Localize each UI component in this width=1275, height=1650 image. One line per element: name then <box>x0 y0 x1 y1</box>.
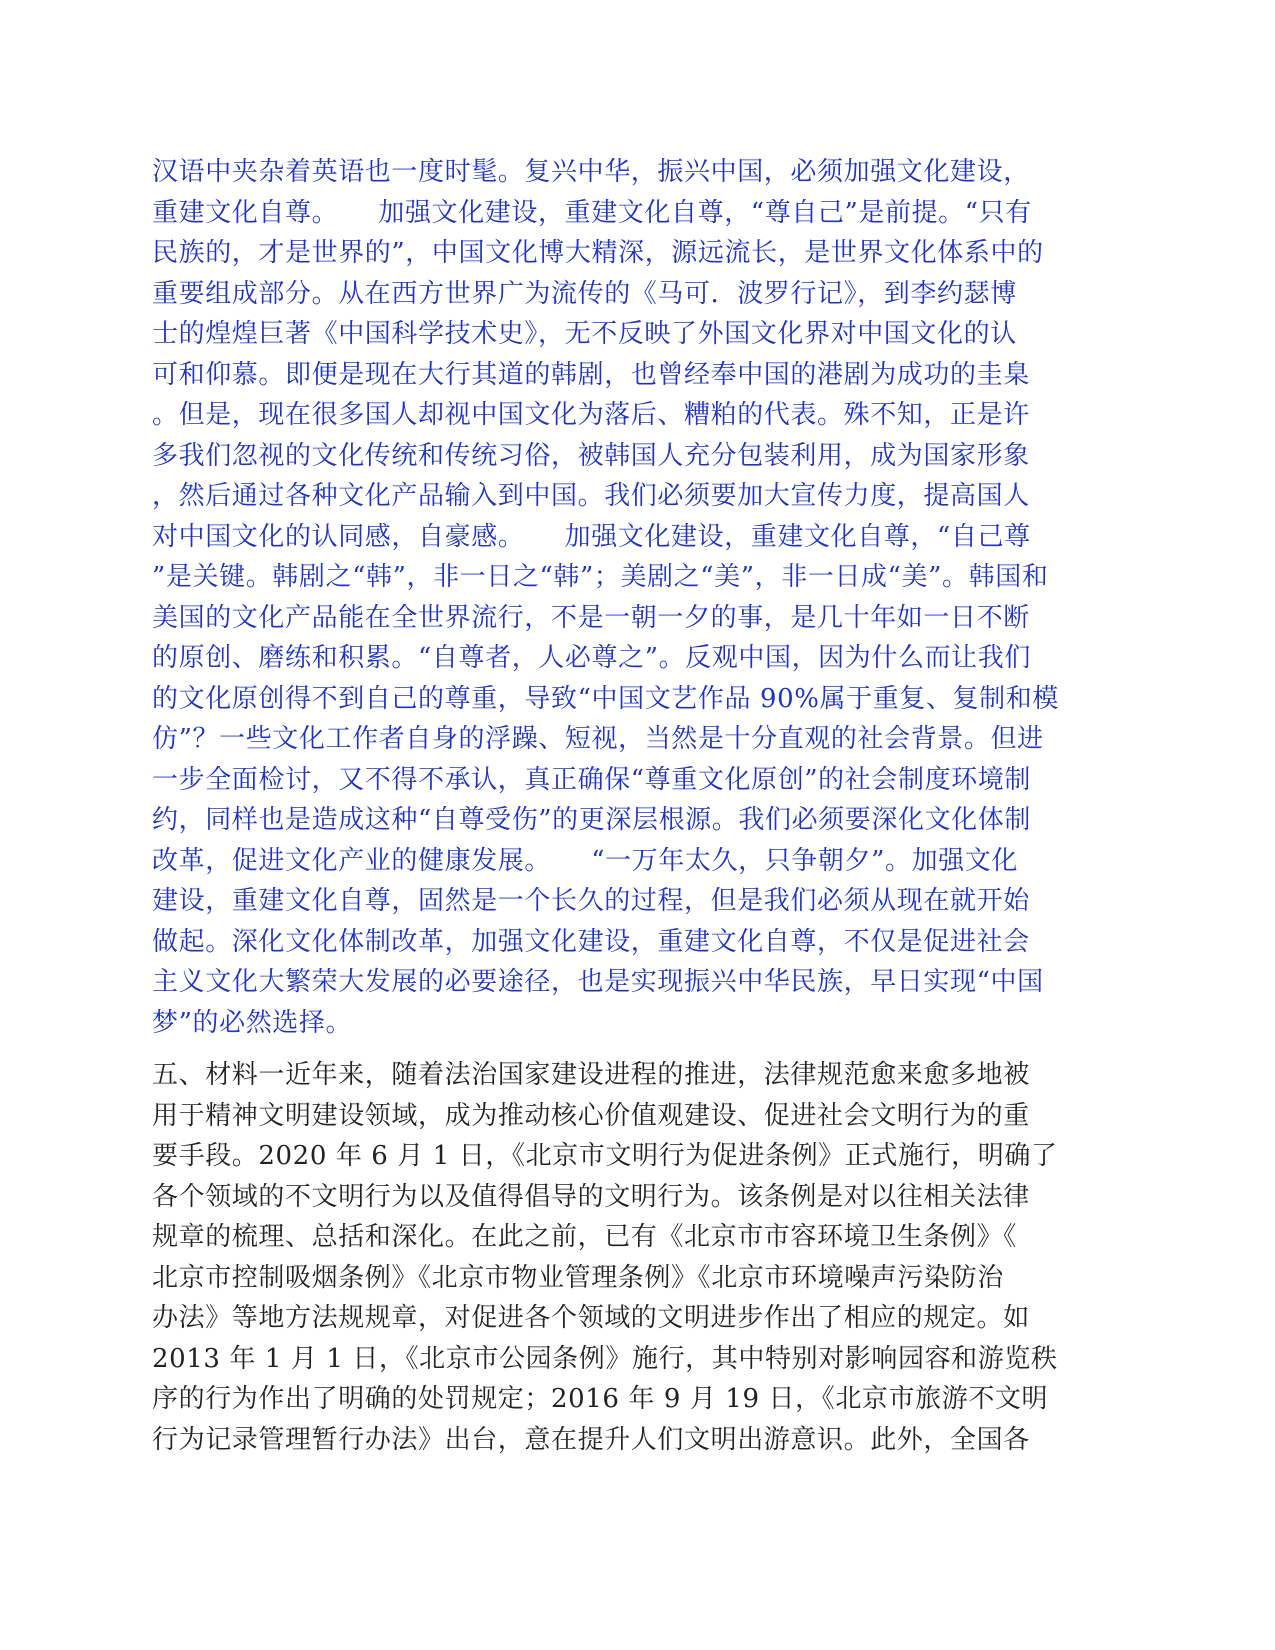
answer-text-line: 做起。深化文化体制改革，加强文化建设，重建文化自尊，不仅是促进社会 <box>152 926 1030 957</box>
answer-text-line: 的文化原创得不到自己的尊重，导致“中国文艺作品 90%属于重复、复制和模 <box>152 683 1059 714</box>
question-five-paragraph <box>152 1055 1132 1460</box>
answer-text-line: 仿”？一些文化工作者自身的浮躁、短视，当然是十分直观的社会背景。但进 <box>152 724 1044 754</box>
answer-text-line: 的原创、磨练和积累。“自尊者，人必尊之”。反观中国，因为什么而让我们 <box>152 643 1031 673</box>
answer-text-line: 改革，促进文化产业的健康发展。 “一万年太久，只争朝夕”。加强文化 <box>152 845 1018 876</box>
answer-text-line: 重要组成部分。从在西方世界广为流传的《马可．波罗行记》，到李约瑟博 <box>152 278 1017 309</box>
question-text-line: 用于精神文明建设领域，成为推动核心价值观建设、促进社会文明行为的重 <box>152 1100 1030 1131</box>
answer-text-line: 梦”的必然选择。 <box>152 1007 353 1038</box>
question-text-line: 行为记录管理暂行办法》出台，意在提升人们文明出游意识。此外，全国各 <box>152 1424 1030 1455</box>
answer-text-line: ，然后通过各种文化产品输入到中国。我们必须要加大宣传力度，提高国人 <box>152 481 1030 511</box>
answer-text-line: 可和仰慕。即便是现在大行其道的韩剧，也曾经奉中国的港剧为成功的圭臬 <box>152 359 1030 390</box>
answer-text-line: 一步全面检讨，又不得不承认，真正确保“尊重文化原创”的社会制度环境制 <box>152 764 1031 795</box>
question-text-line: 规章的梳理、总括和深化。在此之前，已有《北京市市容环境卫生条例》《 <box>152 1222 1017 1252</box>
question-text-line: 序的行为作出了明确的处罚规定；2016 年 9 月 19 日，《北京市旅游不文明 <box>152 1384 1049 1414</box>
question-text-line: 各个领域的不文明行为以及值得倡导的文明行为。该条例是对以往相关法律 <box>152 1181 1030 1212</box>
question-text-line: 办法》等地方法规规章，对促进各个领域的文明进步作出了相应的规定。如 <box>152 1303 1030 1333</box>
question-text-line: 五、材料一近年来，随着法治国家建设进程的推进，法律规范愈来愈多地被 <box>152 1060 1030 1090</box>
answer-text-line: 约，同样也是造成这种“自尊受伤”的更深层根源。我们必须要深化文化体制 <box>152 805 1031 835</box>
answer-text-line: 美国的文化产品能在全世界流行，不是一朝一夕的事，是几十年如一日不断 <box>152 602 1030 633</box>
question-text-line: 2013 年 1 月 1 日，《北京市公园条例》施行，其中特别对影响园容和游览秩 <box>152 1343 1058 1374</box>
answer-text-line: 多我们忽视的文化传统和传统习俗，被韩国人充分包装利用，成为国家形象 <box>152 440 1030 471</box>
question-text-line: 要手段。2020 年 6 月 1 日，《北京市文明行为促进条例》正式施行，明确了 <box>152 1141 1058 1171</box>
answer-text-line: 民族的，才是世界的”，中国文化博大精深，源远流长，是世界文化体系中的 <box>152 238 1044 268</box>
answer-text-line: 汉语中夹杂着英语也一度时髦。复兴中华，振兴中国，必须加强文化建设， <box>152 157 1030 187</box>
answer-text-line: ”是关键。韩剧之“韩”，非一日之“韩”；美剧之“美”，非一日成“美”。韩国和 <box>152 562 1049 592</box>
question-text-line: 北京市控制吸烟条例》《北京市物业管理条例》《北京市环境噪声污染防治 <box>152 1262 1004 1293</box>
answer-paragraph <box>152 152 1132 1043</box>
answer-text-line: 士的煌煌巨著《中国科学技术史》，无不反映了外国文化界对中国文化的认 <box>152 319 1017 349</box>
answer-text-line: 主义文化大繁荣大发展的必要途径，也是实现振兴中华民族，早日实现“中国 <box>152 967 1044 997</box>
answer-text-line: 。但是，现在很多国人却视中国文化为落后、糟粕的代表。殊不知，正是许 <box>152 400 1030 430</box>
answer-text-line: 重建文化自尊。 加强文化建设，重建文化自尊，“尊自己”是前提。“只有 <box>152 197 1032 228</box>
answer-text-line: 对中国文化的认同感，自豪感。 加强文化建设，重建文化自尊，“自己尊 <box>152 521 1031 552</box>
answer-text-line: 建设，重建文化自尊，固然是一个长久的过程，但是我们必须从现在就开始 <box>152 886 1030 916</box>
